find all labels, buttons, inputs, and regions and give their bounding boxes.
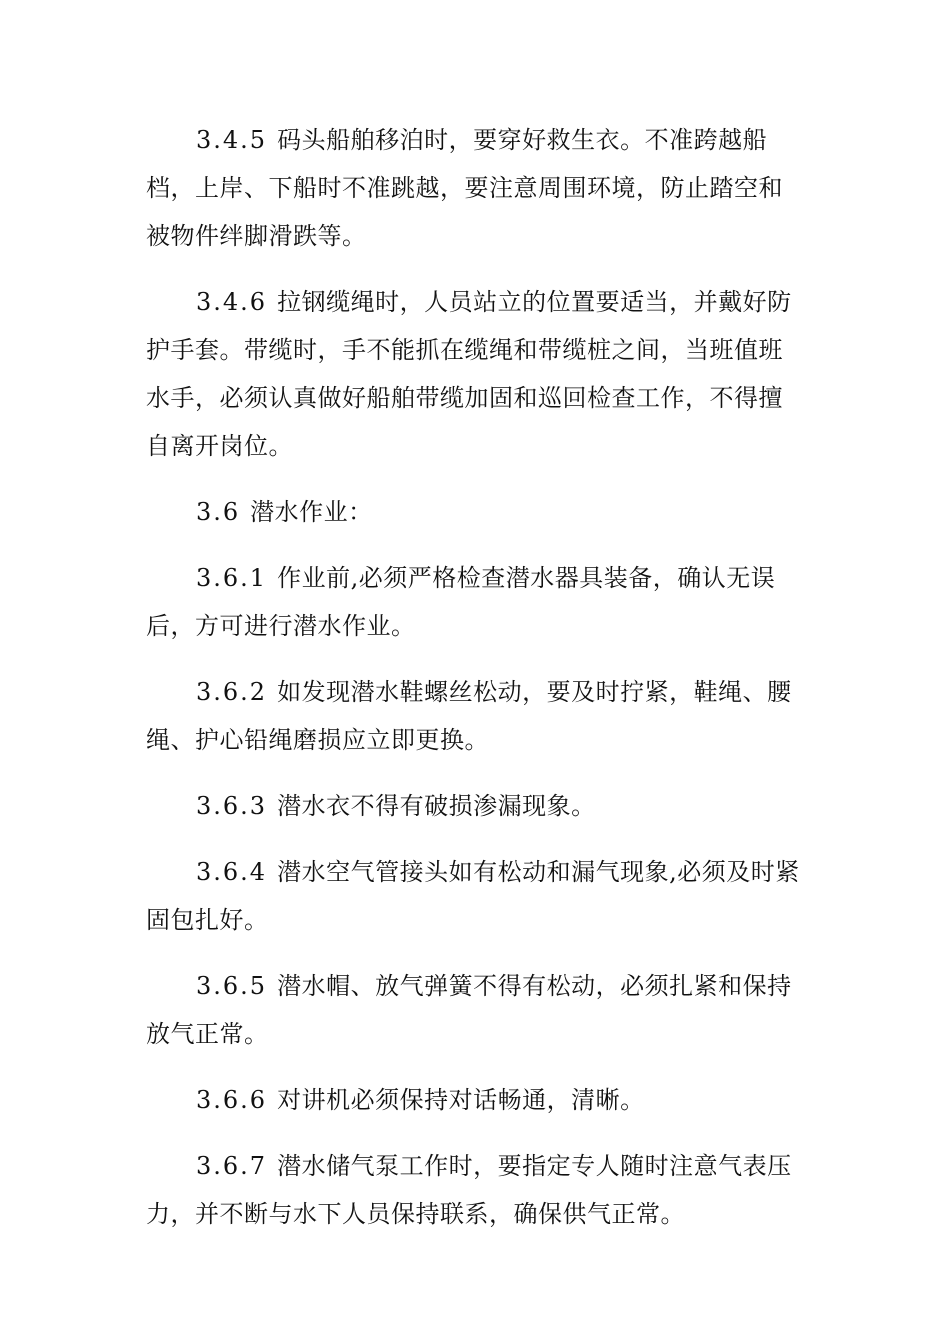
paragraph-3-6-6 (146, 1076, 806, 1124)
paragraph-number: 3.6.6 (196, 1086, 268, 1114)
paragraph-text: 作业前,必须严格检查潜水器具装备，确认无误后，方可进行潜水作业。 (146, 564, 776, 640)
section-heading-3-6 (146, 488, 806, 536)
paragraph-3-6-2 (146, 668, 806, 764)
paragraph-number: 3.6.7 (196, 1152, 268, 1180)
paragraph-number: 3.6.3 (196, 792, 268, 820)
paragraph-number: 3.6.5 (196, 972, 268, 1000)
paragraph-3-6-7 (146, 1142, 806, 1238)
paragraph-3-6-4 (146, 848, 806, 944)
paragraph-text: 潜水帽、放气弹簧不得有松动，必须扎紧和保持放气正常。 (146, 972, 792, 1048)
paragraph-3-6-1 (146, 554, 806, 650)
paragraph-text: 拉钢缆绳时，人员站立的位置要适当，并戴好防护手套。带缆时，手不能抓在缆绳和带缆桩之间，当班值班水手，必须认真做好船舶带缆加固和巡回检查工作，不得擅自离开岗位。 (146, 288, 792, 460)
paragraph-3-4-5 (146, 116, 806, 260)
paragraph-3-6-3 (146, 782, 806, 830)
paragraph-text: 如发现潜水鞋螺丝松动，要及时拧紧，鞋绳、腰绳、护心铅绳磨损应立即更换。 (146, 678, 792, 754)
paragraph-text: 潜水空气管接头如有松动和漏气现象,必须及时紧固包扎好。 (146, 858, 800, 934)
section-title: 潜水作业： (250, 498, 373, 526)
section-number: 3.6 (196, 498, 241, 526)
paragraph-3-6-5 (146, 962, 806, 1058)
paragraph-number: 3.4.5 (196, 126, 268, 154)
paragraph-number: 3.4.6 (196, 288, 268, 316)
paragraph-text: 潜水储气泵工作时，要指定专人随时注意气表压力，并不断与水下人员保持联系，确保供气正常。 (146, 1152, 792, 1228)
paragraph-text: 对讲机必须保持对话畅通，清晰。 (277, 1086, 645, 1114)
document-body (146, 116, 806, 1256)
paragraph-number: 3.6.4 (196, 858, 268, 886)
paragraph-number: 3.6.1 (196, 564, 268, 592)
paragraph-text: 潜水衣不得有破损渗漏现象。 (277, 792, 596, 820)
paragraph-number: 3.6.2 (196, 678, 268, 706)
paragraph-text: 码头船舶移泊时，要穿好救生衣。不准跨越船档，上岸、下船时不准跳越，要注意周围环境，防止踏空和被物件绊脚滑跌等。 (146, 126, 783, 250)
paragraph-3-4-6 (146, 278, 806, 470)
